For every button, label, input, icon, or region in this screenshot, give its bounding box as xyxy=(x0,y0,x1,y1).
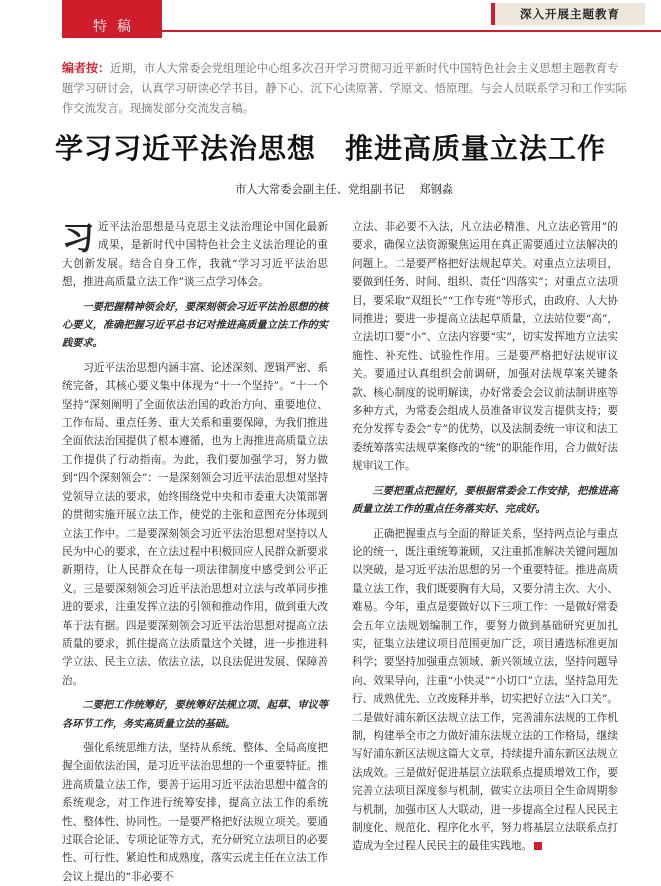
paragraph-1-text: 近平法治思想是马克思主义法治理论中国化最新成果，是新时代中国特色社会主义法治理论的重大创新发展。结合自身工作，我就“学习习近平法治思想，推进高质量立法工作”谈三点学习体会。 xyxy=(62,221,328,289)
left-column xyxy=(62,218,328,886)
paragraph-4: 立法、非必要不入法，凡立法必精准、凡立法必管用”的要求，确保立法资源聚焦运用在真正需要通过立法解决的问题上。二是要严格把好法规起草关。对重点立法项目，要做到任务、时间、组织、责任“四落实”；对重点立法项目，要采取“双组长”“工作专班”等形式，由政府、人大协同推进；要进一步提高立法起草质量，立法站位要“高”，立法切口要“小”、立法内容要“实”，切实发挥地方立法实施性、补充性、试验性作用。三是要严格把好法规审议关。要通过认真组织会前调研，加强对法规草案关键条款、核心制度的说明解读，办好常委会会议前法制讲座等多种方式，为常委会组成人员准备审议发言提供支持；要充分发挥专委会“专”的优势，以及法制委统一审议和法工委统筹落实法规草案修改的“统”的职能作用，合力做好法规审议工作。 xyxy=(352,221,618,473)
column-tag: 深入开展主题教育 xyxy=(491,3,645,25)
paragraph-5-text: 正确把握重点与全面的辩证关系，坚持两点论与重点论的统一，既注重统筹兼顾，又注重抓准解决关键问题加以突破，是习近平法治思想的另一个重要特征。推进高质量立法工作，我们既要胸有大局，又要分清主次、大小、难易。今年，重点是要做好以下三项工作：一是做好常委会五年立法规划编制工作，要努力做到基础研究更加扎实，征集立法建议项目范围更加广泛，项目遴选标准更加科学；要坚持加强重点领域、新兴领域立法，坚持问题导向、效果导向，注重“小快灵”“小切口”立法，坚持急用先行、成熟优先、立改废释并举，切实把好立法“入口关”。二是做好浦东新区法规立法工作，完善浦东法规的工作机制，构建举全市之力做好浦东法规立法的工作格局，继续写好浦东新区法规这篇大文章，持续提升浦东新区法规立法成效。三是做好促进基层立法联系点提质增效工作，要完善立法项目深度参与机制，做实立法项目全生命周期参与机制，加强市区人大联动，进一步提高全过程人民民主制度化、规范化、程序化水平，努力将基层立法联系点打造成为全过程人民民主的最佳实践地。 xyxy=(352,527,618,853)
end-mark-icon xyxy=(534,842,542,850)
paragraph-5 xyxy=(352,525,618,856)
right-column xyxy=(352,218,618,856)
subheading-1: 一要把握精神领会好，要深刻领会习近平法治思想的核心要义，准确把握习近平总书记对推进高质量立法工作的实践要求。 xyxy=(62,300,328,350)
byline: 市人大常委会副主任、党组副书记 郑钢淼 xyxy=(235,183,454,196)
paragraph-2: 习近平法治思想内涵丰富、论述深刻、逻辑严密、系统完备，其核心要义集中体现为“十一个坚持”。“十一个坚持”深刻阐明了全面依法治国的政治方向、重要地位、工作布局、重点任务、重大关系和重要保障，为我们推进全面依法治国提供了根本遵循，也为上海推进高质量立法工作提供了行动指南。为此，我们要加强学习，努力做到“四个深刻领会”：一是深刻领会习近平法治思想对坚持党领导立法的要求，始终围绕党中央和市委重大决策部署的贯彻实施开展立法工作，使党的主张和意图充分体现到立法工作中。二是要深刻领会习近平法治思想对坚持以人民为中心的要求，在立法过程中积极回应人民群众新要求新期待，让人民群众在每一项法律制度中感受到公平正义。三是要深刻领会习近平法治思想对立法与改革同步推进的要求，注重发挥立法的引领和推动作用，做到重大改革于法有据。四是要深刻领会习近平法治思想对提高立法质量的要求，抓住提高立法质量这个关键，进一步推进科学立法、民主立法、依法立法，以良法促进发展、保障善治。 xyxy=(62,361,328,687)
editor-note xyxy=(62,58,627,119)
section-tab xyxy=(62,0,162,38)
paragraph-3: 强化系统思维方法，坚持从系统、整体、全局高度把握全面依法治国，是习近平法治思想的一个重要特征。推进高质量立法工作，要善于运用习近平法治思想中蕴含的系统观念，对工作进行统筹安排，提高立法工作的系统性、整体性、协同性。一是要严格把好法规立项关。要通过联合论证、专项论证等方式，充分研究立法项目的必要性、可行性、紧迫性和成熟度，落实云虎主任在立法工作会议上提出的“非必要不 xyxy=(62,741,328,883)
subheading-3: 三要把重点把握好，要根据常委会工作安排，把推进高质量立法工作的重点任务落实好、完成好。 xyxy=(352,484,618,516)
subheading-2: 二要把工作统筹好，要统筹好法规立项、起草、审议等各环节工作，务实高质量立法的基础。 xyxy=(62,699,328,730)
editor-note-text: 近期，市人大常委会党组理论中心组多次召开学习贯彻习近平新时代中国特色社会主义思想主题教育专题学习研讨会，认真学习研读必学书目，静下心、沉下心读原著、学原文、悟原理。与会人员联系学习和工作实际作交流发言。现摘发部分交流发言稿。 xyxy=(62,62,627,115)
section-tab-label: 特稿 xyxy=(93,19,141,35)
paragraph-1 xyxy=(62,218,328,292)
editor-note-label: 编者按： xyxy=(62,61,111,75)
header-rule xyxy=(160,30,661,32)
article-title: 学习习近平法治思想 推进高质量立法工作 xyxy=(54,132,606,165)
drop-cap: 习 xyxy=(62,219,95,257)
